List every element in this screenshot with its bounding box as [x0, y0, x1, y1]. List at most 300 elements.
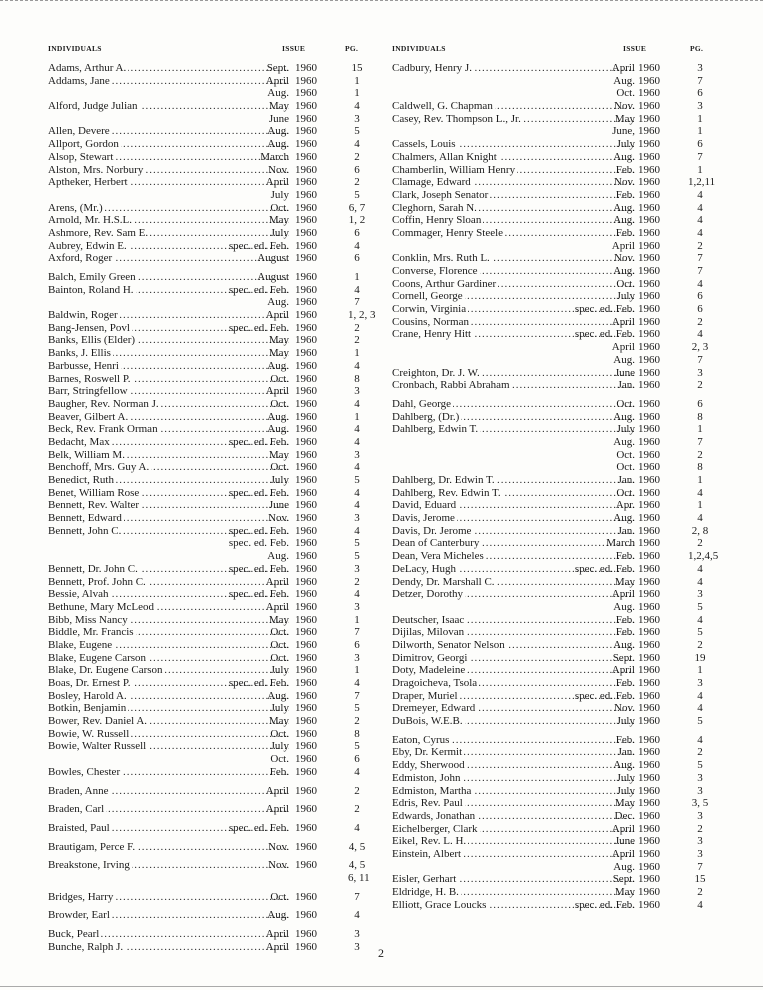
- entry-name: Braisted, Paul .....: [48, 822, 289, 835]
- index-entry: [48, 891, 366, 904]
- entry-issue-month: Oct.: [270, 638, 289, 651]
- entry-page: 4: [354, 359, 360, 372]
- page-bottom-edge: [0, 986, 763, 987]
- index-entry: [392, 772, 712, 785]
- index-entry: [392, 677, 712, 690]
- right-index-column: [392, 62, 719, 911]
- index-entry: [48, 151, 366, 164]
- entry-issue-month: July: [270, 226, 289, 239]
- entry-name: Bowie, W. Russell .....: [48, 728, 289, 741]
- entry-name: Blake, Eugene .....: [48, 639, 289, 652]
- entry-issue-month: Aug.: [613, 214, 635, 227]
- entry-name: Clark, Joseph Senator .....: [392, 189, 635, 202]
- index-entry: [392, 823, 712, 836]
- entry-issue-year: 1960: [638, 87, 660, 100]
- index-entry: [48, 461, 366, 474]
- index-entry: [392, 797, 712, 810]
- entry-page: 2: [354, 150, 360, 163]
- entry-name: Detzer, Dorothy .....: [392, 588, 635, 601]
- index-entry: [48, 690, 366, 703]
- entry-issue-year: 1960: [295, 550, 317, 563]
- entry-page: 3: [354, 385, 360, 398]
- index-entry: [392, 563, 712, 576]
- entry-issue-month: April: [265, 74, 289, 87]
- entry-name: Eddy, Sherwood .....: [392, 759, 635, 772]
- entry-name: Eikel, Rev. L. H. .....: [392, 835, 635, 848]
- entry-issue-month: spec. ed. Feb.: [574, 898, 635, 911]
- index-entry: [392, 664, 712, 677]
- index-entry: [392, 537, 712, 550]
- entry-page: 7: [697, 150, 703, 163]
- index-entry: [48, 740, 366, 753]
- entry-issue-month: May: [268, 100, 289, 113]
- index-entry: [48, 62, 366, 75]
- entry-name: Coffin, Henry Sloan .....: [392, 214, 635, 227]
- entry-issue-year: 1960: [638, 873, 660, 886]
- index-entry: [48, 398, 366, 411]
- entry-page: 4: [697, 575, 703, 588]
- entry-issue-year: 1960: [638, 822, 660, 835]
- index-entry: [48, 240, 366, 253]
- entry-page: 4: [697, 512, 703, 525]
- left-header-issue: ISSUE: [282, 44, 306, 53]
- entry-issue-month: April: [611, 847, 635, 860]
- index-entry: [48, 753, 366, 766]
- index-entry: [392, 278, 712, 291]
- entry-issue-year: 1960: [638, 315, 660, 328]
- entry-issue-year: 1960: [638, 847, 660, 860]
- entry-page: 1,2,4,5: [688, 550, 719, 563]
- entry-issue-month: June: [268, 499, 289, 512]
- index-entry: [392, 734, 712, 747]
- entry-issue-month: spec. ed. Feb.: [228, 239, 289, 252]
- entry-name: Bennett, Rev. Walter .....: [48, 499, 289, 512]
- entry-page: 3: [354, 448, 360, 461]
- index-entry: [392, 512, 712, 525]
- index-entry: [48, 113, 366, 126]
- index-entry: [392, 861, 712, 874]
- entry-issue-year: 1960: [295, 201, 317, 214]
- entry-page: 2: [697, 239, 703, 252]
- index-entry: [48, 677, 366, 690]
- index-entry: [48, 822, 366, 835]
- entry-name: David, Eduard .....: [392, 499, 635, 512]
- entry-page: 2: [354, 784, 360, 797]
- entry-name: Cassels, Louis .....: [392, 138, 635, 151]
- index-entry: [48, 766, 366, 779]
- entry-issue-month: August: [257, 271, 289, 283]
- entry-page: 4: [697, 201, 703, 214]
- entry-name: Breakstone, Irving .....: [48, 859, 289, 872]
- entry-name: Bowie, Walter Russell .....: [48, 740, 289, 753]
- entry-issue-month: July: [270, 740, 289, 753]
- index-entry: [48, 164, 366, 177]
- page-top-edge: [0, 0, 763, 1]
- entry-issue-month: April: [611, 341, 635, 354]
- entry-name: Bennett, Dr. John C. .....: [48, 563, 289, 576]
- index-entry: [48, 715, 366, 728]
- index-entry: [392, 367, 712, 380]
- entry-page: 2, 3: [691, 341, 709, 354]
- entry-page: 6: [697, 290, 703, 303]
- entry-page: 1: [354, 664, 360, 677]
- entry-issue-month: Aug.: [613, 150, 635, 163]
- index-entry: [392, 690, 712, 703]
- entry-issue-month: April: [265, 309, 289, 322]
- entry-issue-year: 1960: [638, 239, 660, 252]
- entry-page: 4: [697, 486, 703, 499]
- entry-page: 4: [354, 909, 360, 922]
- entry-issue-year: 1960: [638, 265, 660, 277]
- entry-issue-month: spec. ed. Feb.: [228, 821, 289, 834]
- entry-page: 7: [697, 353, 703, 366]
- entry-issue-year: 1960: [638, 588, 660, 601]
- entry-name: Creighton, Dr. J. W. .....: [392, 367, 635, 380]
- entry-page: 3: [354, 651, 360, 664]
- entry-issue-month: Oct.: [616, 448, 635, 461]
- entry-page: 4: [354, 435, 360, 448]
- entry-page: 6, 11: [348, 871, 370, 884]
- entry-issue-year: 1960: [295, 664, 317, 677]
- index-entry: [48, 664, 366, 677]
- entry-page: 3: [697, 62, 703, 74]
- entry-name: Bower, Rev. Daniel A. .....: [48, 715, 289, 728]
- entry-issue-year: 1960: [295, 638, 317, 651]
- entry-issue-month: Apr.: [615, 499, 635, 512]
- entry-issue-year: 1960: [295, 486, 317, 499]
- index-entry: [48, 728, 366, 741]
- entry-issue-year: 1960: [638, 809, 660, 822]
- entry-issue-month: Nov.: [614, 100, 635, 113]
- entry-name: Blake, Eugene Carson .....: [48, 652, 289, 665]
- entry-name: Arnold, Mr. H.S.L. .....: [48, 214, 289, 227]
- entry-issue-year: 1960: [295, 74, 317, 87]
- entry-name: Cornell, George .....: [392, 290, 635, 303]
- entry-issue-month: Sept.: [612, 651, 635, 664]
- entry-name: Alford, Judge Julian .....: [48, 100, 289, 113]
- entry-issue-year: 1960: [638, 835, 660, 848]
- index-entry: [392, 461, 712, 474]
- index-entry: [48, 871, 370, 885]
- entry-issue-year: 1960: [295, 715, 317, 728]
- entry-issue-month: Aug.: [613, 512, 635, 525]
- entry-name: Bowles, Chester .....: [48, 766, 289, 779]
- entry-issue-month: March: [606, 537, 635, 550]
- entry-issue-year: 1960: [638, 410, 660, 423]
- entry-issue-month: May: [268, 347, 289, 360]
- index-entry: [392, 252, 712, 265]
- entry-issue-year: 1960: [295, 385, 317, 398]
- entry-name: Axford, Roger .....: [48, 252, 289, 265]
- entry-issue-year: 1960: [295, 239, 317, 252]
- entry-issue-month: Feb.: [615, 613, 635, 626]
- entry-issue-year: 1960: [638, 886, 660, 898]
- index-entry: [392, 125, 712, 138]
- entry-issue-year: 1960: [638, 759, 660, 772]
- entry-issue-year: 1960: [295, 940, 317, 953]
- entry-page: 1: [354, 87, 360, 100]
- entry-issue-month: Aug.: [613, 74, 635, 87]
- entry-name: Dremeyer, Edward .....: [392, 702, 635, 715]
- entry-page: 2: [697, 315, 703, 328]
- entry-name: Doty, Madeleine .....: [392, 664, 635, 677]
- entry-name: Eby, Dr. Kermit .....: [392, 746, 635, 759]
- entry-page: 4, 5: [348, 859, 366, 872]
- entry-name: Benet, William Rose .....: [48, 487, 289, 500]
- entry-issue-month: April: [265, 600, 289, 613]
- entry-page: 5: [354, 125, 360, 138]
- entry-issue-year: 1960: [295, 435, 317, 448]
- entry-issue-year: 1960: [295, 372, 317, 385]
- entry-name: Alsop, Stewart .....: [48, 151, 289, 164]
- entry-page: 1: [697, 474, 703, 486]
- entry-name: Baugher, Rev. Norman J. .....: [48, 398, 289, 411]
- entry-name: Benchoff, Mrs. Guy A. .....: [48, 461, 289, 474]
- index-entry: [48, 334, 366, 347]
- entry-issue-month: spec. ed. Feb.: [574, 689, 635, 702]
- entry-issue-month: July: [616, 423, 635, 436]
- entry-name: Dahlberg, Edwin T. .....: [392, 423, 635, 436]
- entry-issue-month: Oct.: [270, 397, 289, 410]
- index-entry: [48, 639, 366, 652]
- entry-page: 4: [697, 613, 703, 626]
- entry-issue-month: Jan.: [617, 524, 635, 537]
- entry-issue-month: June: [268, 112, 289, 125]
- entry-page: 4: [354, 677, 360, 689]
- entry-name: Bennett, Edward .....: [48, 512, 289, 525]
- entry-issue-year: 1960: [638, 771, 660, 784]
- entry-issue-year: 1960: [295, 524, 317, 537]
- entry-page: 6, 7: [348, 201, 366, 214]
- entry-name: Bosley, Harold A. .....: [48, 690, 289, 703]
- entry-issue-year: 1960: [295, 334, 317, 347]
- entry-page: 1, 2, 3: [348, 309, 376, 322]
- entry-page: 4: [697, 214, 703, 227]
- entry-issue-year: 1960: [295, 321, 317, 334]
- entry-issue-month: spec. ed. Feb.: [228, 283, 289, 296]
- entry-issue-month: Aug.: [613, 353, 635, 366]
- entry-issue-month: Feb.: [615, 163, 635, 176]
- entry-issue-month: spec. ed. Feb.: [228, 435, 289, 448]
- entry-issue-month: spec. ed. Feb.: [228, 321, 289, 334]
- entry-issue-year: 1960: [295, 309, 317, 322]
- entry-name: Dijilas, Milovan .....: [392, 626, 635, 639]
- entry-page: 5: [697, 600, 703, 613]
- entry-issue-year: 1960: [638, 448, 660, 461]
- entry-name: Bethune, Mary McLeod .....: [48, 601, 289, 614]
- entry-issue-year: 1960: [638, 575, 660, 588]
- entry-name: Bunche, Ralph J. .....: [48, 941, 289, 954]
- entry-issue-month: July: [616, 138, 635, 151]
- index-entry: [392, 886, 712, 899]
- entry-page: 3: [354, 600, 360, 613]
- entry-issue-year: 1960: [638, 486, 660, 499]
- entry-issue-month: Nov.: [268, 859, 289, 872]
- entry-issue-month: spec. ed. Feb.: [228, 537, 289, 550]
- entry-issue-year: 1960: [295, 176, 317, 189]
- index-entry: [392, 290, 712, 303]
- entry-issue-month: Aug.: [613, 860, 635, 873]
- entry-issue-month: Aug.: [613, 265, 635, 277]
- entry-name: Bennett, Prof. John C. .....: [48, 576, 289, 589]
- entry-name: Banks, Ellis (Elder) .....: [48, 334, 289, 347]
- entry-page: 1: [697, 499, 703, 512]
- entry-issue-year: 1960: [638, 461, 660, 474]
- entry-issue-year: 1960: [638, 201, 660, 214]
- entry-name: Baldwin, Roger .....: [48, 309, 289, 322]
- entry-issue-year: 1960: [295, 448, 317, 461]
- entry-name: Dahl, George .....: [392, 398, 635, 411]
- entry-issue-month: Nov.: [268, 512, 289, 525]
- entry-issue-year: 1960: [638, 188, 660, 201]
- entry-name: Bridges, Harry .....: [48, 891, 289, 904]
- entry-issue-month: June,: [612, 125, 635, 138]
- entry-name: Clamage, Edward .....: [392, 176, 635, 189]
- entry-issue-year: 1960: [295, 252, 317, 265]
- entry-page: 3: [697, 677, 703, 689]
- left-header-individuals: INDIVIDUALS: [48, 44, 102, 53]
- entry-issue-year: 1960: [295, 689, 317, 702]
- entry-issue-month: July: [270, 474, 289, 486]
- index-entry: [48, 474, 366, 487]
- entry-name: Braden, Anne .....: [48, 785, 289, 798]
- entry-page: 2, 8: [691, 524, 709, 537]
- entry-name: Cronbach, Rabbi Abraham .....: [392, 379, 635, 392]
- entry-page: 2: [697, 746, 703, 759]
- entry-page: 2: [354, 176, 360, 189]
- entry-issue-year: 1960: [638, 689, 660, 702]
- entry-page: 2: [354, 575, 360, 588]
- entry-page: 2: [697, 822, 703, 835]
- entry-page: 2: [354, 803, 360, 816]
- entry-issue-year: 1960: [638, 499, 660, 512]
- entry-issue-month: April: [265, 940, 289, 953]
- entry-issue-month: Aug.: [267, 410, 289, 423]
- entry-page: 15: [351, 62, 363, 74]
- entry-name: Balch, Emily Green .....: [48, 271, 289, 284]
- entry-issue-month: May: [268, 715, 289, 728]
- entry-page: 4: [697, 226, 703, 239]
- index-entry: [392, 588, 712, 601]
- entry-issue-year: 1960: [295, 138, 317, 151]
- entry-issue-year: 1960: [638, 537, 660, 550]
- entry-name: Dendy, Dr. Marshall C. .....: [392, 576, 635, 589]
- entry-name: Arens, (Mr.) .....: [48, 202, 289, 215]
- entry-issue-month: July: [616, 290, 635, 303]
- index-entry: [392, 848, 712, 861]
- entry-issue-month: Sept.: [612, 873, 635, 886]
- entry-name: Dimitrov, Georgi .....: [392, 652, 635, 665]
- entry-name: Ashmore, Rev. Sam E. .....: [48, 227, 289, 240]
- entry-issue-month: Aug.: [267, 359, 289, 372]
- right-header-issue: ISSUE: [623, 44, 647, 53]
- index-entry: [48, 652, 366, 665]
- entry-issue-month: July: [616, 784, 635, 797]
- entry-issue-year: 1960: [295, 753, 317, 766]
- index-entry: [392, 316, 712, 329]
- entry-issue-year: 1960: [638, 100, 660, 113]
- entry-name: Corwin, Virginia .....: [392, 303, 635, 316]
- entry-name: Edris, Rev. Paul .....: [392, 797, 635, 810]
- entry-issue-year: 1960: [638, 715, 660, 728]
- entry-page: 6: [354, 163, 360, 176]
- entry-name: Eldridge, H. B. .....: [392, 886, 635, 899]
- entry-issue-month: May: [268, 214, 289, 227]
- index-entry: [48, 75, 366, 88]
- index-entry: [48, 449, 366, 462]
- entry-issue-year: 1960: [638, 379, 660, 392]
- entry-name: Chamberlin, William Henry .....: [392, 164, 635, 177]
- entry-page: 3: [697, 809, 703, 822]
- entry-page: 6: [697, 138, 703, 151]
- index-entry: [392, 379, 712, 392]
- entry-issue-month: April: [265, 385, 289, 398]
- entry-name: Dahlberg, Rev. Edwin T. .....: [392, 487, 635, 500]
- entry-page: 5: [354, 537, 360, 550]
- entry-page: 4: [697, 898, 703, 911]
- index-entry: [48, 941, 366, 954]
- entry-name: Browder, Earl .....: [48, 909, 289, 922]
- entry-page: 7: [697, 74, 703, 87]
- entry-page: 7: [697, 435, 703, 448]
- index-entry: [48, 702, 366, 715]
- entry-issue-month: Jan.: [617, 379, 635, 392]
- index-entry: [392, 436, 712, 449]
- entry-name: Banks, J. Ellis .....: [48, 347, 289, 360]
- entry-issue-month: Dec.: [614, 809, 635, 822]
- entry-page: 5: [354, 474, 360, 486]
- entry-page: 7: [354, 890, 360, 903]
- entry-page: 3: [354, 112, 360, 125]
- entry-name: Addams, Jane .....: [48, 75, 289, 88]
- index-entry: [392, 746, 712, 759]
- entry-name: Bedacht, Max .....: [48, 436, 289, 449]
- entry-page: 5: [697, 715, 703, 728]
- entry-issue-month: May: [614, 575, 635, 588]
- entry-issue-month: Aug.: [613, 201, 635, 214]
- entry-issue-year: 1960: [638, 112, 660, 125]
- entry-page: 3: [354, 940, 360, 953]
- index-entry: [48, 385, 366, 398]
- entry-name: Benedict, Ruth .....: [48, 474, 289, 487]
- index-entry: [392, 835, 712, 848]
- entry-name: Belk, William M. .....: [48, 449, 289, 462]
- entry-issue-year: 1960: [295, 626, 317, 639]
- index-entry: [392, 576, 712, 589]
- entry-page: 1, 2: [348, 214, 366, 227]
- entry-page: 5: [354, 550, 360, 563]
- entry-issue-year: 1960: [638, 163, 660, 176]
- index-entry: [48, 563, 366, 576]
- entry-issue-month: June: [614, 835, 635, 848]
- entry-page: 3: [697, 588, 703, 601]
- entry-page: 1: [697, 423, 703, 436]
- entry-issue-month: July: [270, 664, 289, 677]
- entry-issue-year: 1960: [638, 784, 660, 797]
- entry-issue-month: July: [616, 771, 635, 784]
- entry-name: Edwards, Jonathan .....: [392, 810, 635, 823]
- entry-issue-month: Feb.: [615, 550, 635, 563]
- entry-name: Caldwell, G. Chapman .....: [392, 100, 635, 113]
- entry-page: 1,2,11: [688, 176, 716, 189]
- entry-page: 7: [354, 626, 360, 639]
- index-entry: [48, 803, 366, 816]
- index-entry: [392, 715, 712, 728]
- entry-page: 2: [354, 334, 360, 347]
- entry-issue-year: 1960: [295, 562, 317, 575]
- index-entry: [392, 449, 712, 462]
- index-entry: [392, 550, 719, 563]
